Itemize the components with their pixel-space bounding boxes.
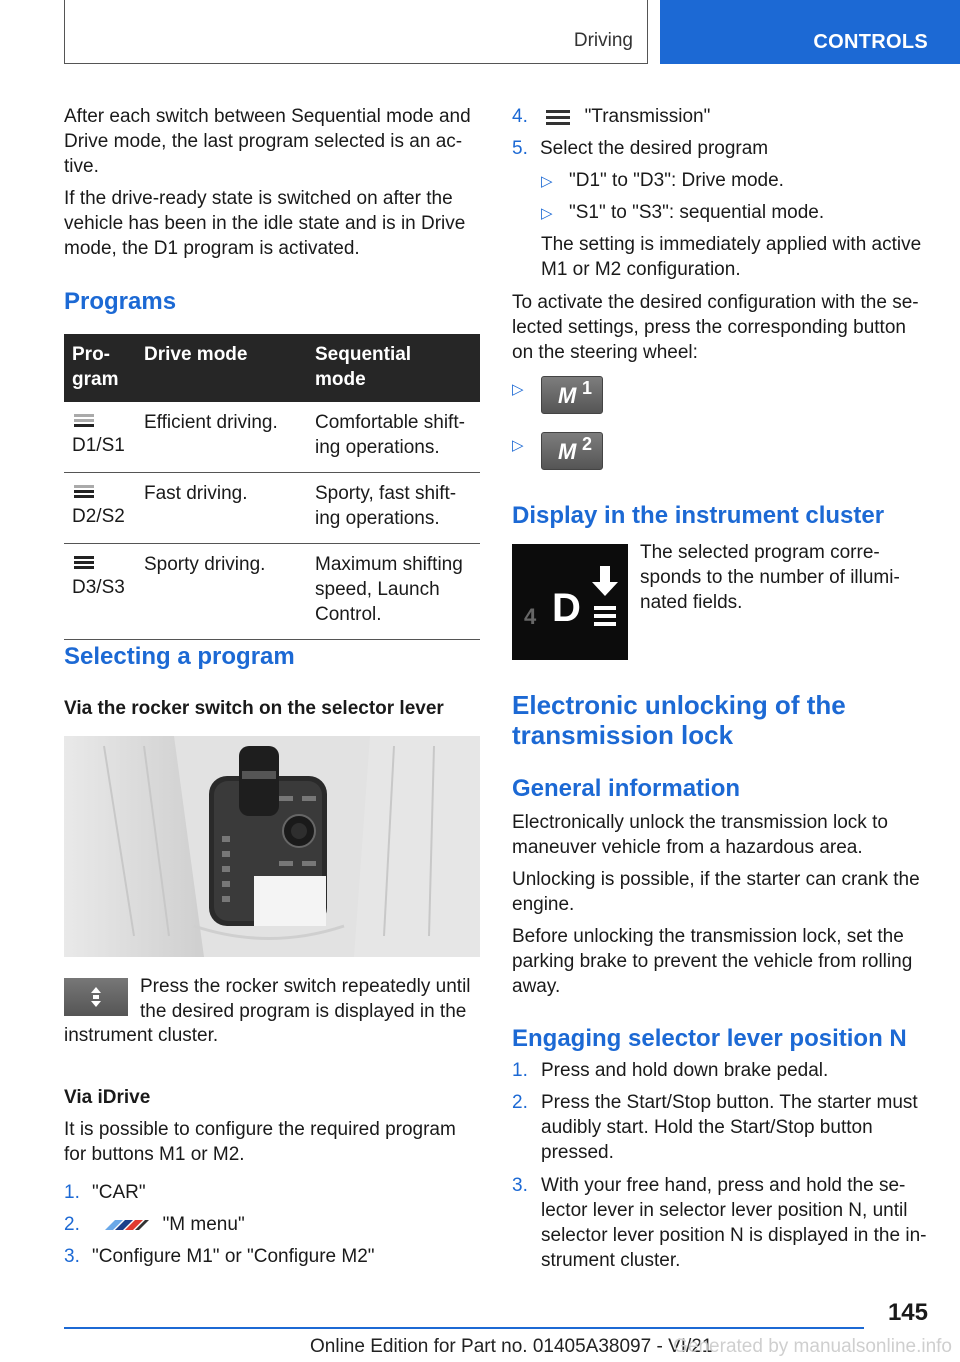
list-item <box>512 1058 942 1083</box>
program-cell: D2/S2 <box>64 473 136 544</box>
general-paragraph-2 <box>512 867 942 917</box>
watermark: Generated by manualsonline.info <box>673 1336 952 1357</box>
text-line: audibly start. Hold the Start/Stop button <box>541 1117 873 1138</box>
text-line: The selected program corre- <box>640 542 880 563</box>
rocker-text-last: instrument cluster. <box>64 1025 219 1046</box>
step-number: 2. <box>512 1092 528 1113</box>
text-line: If the drive-ready state is switched on after the <box>64 188 453 209</box>
drive-cell: Sporty driving. <box>136 544 307 640</box>
programs-heading: Programs <box>64 288 177 315</box>
chapter-title: CONTROLS <box>813 31 928 53</box>
text-line: sponds to the number of illumi- <box>640 567 900 588</box>
unlocking-heading: Electronic unlocking of the transmission lock <box>512 690 846 750</box>
triangle-bullet-icon: ▷ <box>512 381 524 398</box>
footer-divider <box>64 1327 864 1329</box>
drive-ready-paragraph <box>64 186 484 261</box>
triangle-bullet-icon: ▷ <box>541 205 553 222</box>
idrive-heading: Via iDrive <box>64 1087 151 1108</box>
instrument-cluster-image <box>512 544 628 660</box>
two-bar-program-icon <box>72 483 96 501</box>
step-text: "M menu" <box>162 1214 245 1235</box>
activate-paragraph <box>512 290 942 365</box>
column-header-sequential-mode: Sequential mode <box>307 334 480 402</box>
list-item <box>512 1090 942 1165</box>
list-item <box>512 1173 942 1273</box>
column-header-drive-mode: Drive mode <box>136 334 307 402</box>
table-row <box>64 402 480 473</box>
text-line: It is possible to configure the required program <box>64 1119 456 1140</box>
text-line: With your free hand, press and hold the se- <box>541 1175 906 1196</box>
text-line: mode, the D1 program is activated. <box>64 238 360 259</box>
list-item <box>64 1244 375 1269</box>
text-line: parking brake to prevent the vehicle from rolling <box>512 951 913 972</box>
m2-button-icon: M 2 <box>541 432 603 470</box>
three-bar-program-icon <box>72 554 96 572</box>
step-number: 5. <box>512 138 528 159</box>
page-number: 145 <box>887 1299 928 1326</box>
text-line: Unlocking is possible, if the starter can crank the <box>512 869 920 890</box>
text-line: the desired program is displayed in the <box>140 1001 467 1022</box>
list-item <box>512 104 710 129</box>
drive-cell: Efficient driving. <box>136 402 307 473</box>
idrive-paragraph <box>64 1117 484 1167</box>
column-header-program: Pro- gram <box>64 334 136 402</box>
text-line: engine. <box>512 894 575 915</box>
seq-cell: Maximum shifting speed, Launch Control. <box>307 544 480 640</box>
m-stripes-icon <box>103 1218 151 1232</box>
transmission-icon <box>545 108 571 126</box>
text-line: Press the rocker switch repeatedly until <box>140 976 471 997</box>
general-paragraph-3 <box>512 924 942 999</box>
general-paragraph-1 <box>512 810 942 860</box>
intro-paragraph <box>64 104 484 179</box>
bullet-text: "S1" to "S3": sequential mode. <box>569 202 825 223</box>
text-line: lector lever in selector lever position N, until <box>541 1200 908 1221</box>
one-bar-program-icon <box>72 412 96 430</box>
section-title: Driving <box>573 30 633 51</box>
text-line: Press the Start/Stop button. The starter must <box>541 1092 918 1113</box>
text-line: Electronically unlock the transmission lock to <box>512 812 888 833</box>
text-line: strument cluster. <box>541 1250 681 1271</box>
general-info-heading: General information <box>512 775 741 802</box>
text-line: on the steering wheel: <box>512 342 698 363</box>
display-heading: Display in the instrument cluster <box>512 502 885 529</box>
selecting-program-heading: Selecting a program <box>64 643 295 670</box>
step-number: 3. <box>512 1175 528 1196</box>
rocker-text-first <box>140 974 480 1024</box>
seq-cell: Sporty, fast shift- ing operations. <box>307 473 480 544</box>
text-line: away. <box>512 976 561 997</box>
triangle-bullet-icon: ▷ <box>541 173 553 190</box>
sub-bullet <box>541 168 784 194</box>
text-line: lected settings, press the corresponding button <box>512 317 906 338</box>
step-number: 4. <box>512 106 528 127</box>
selector-lever-photo <box>64 736 480 957</box>
m1-bullet <box>512 376 540 402</box>
text-line: Before unlocking the transmission lock, set the <box>512 926 904 947</box>
text-line: tive. <box>64 156 99 177</box>
center-console-illustration <box>64 736 480 957</box>
table-header-row <box>64 334 480 402</box>
text-line: for buttons M1 or M2. <box>64 1144 245 1165</box>
display-text <box>640 540 940 615</box>
programs-table <box>64 334 480 640</box>
program-cell: D3/S3 <box>64 544 136 640</box>
drive-cell: Fast driving. <box>136 473 307 544</box>
sub-bullet <box>541 200 824 226</box>
list-item <box>64 1212 245 1237</box>
chapter-tab[interactable] <box>660 0 960 64</box>
step-text: "Configure M1" or "Configure M2" <box>92 1246 375 1267</box>
text-line: The setting is immediately applied with active <box>541 234 922 255</box>
step-number: 3. <box>64 1246 80 1267</box>
text-line: selector lever position N is displayed in the in- <box>541 1225 927 1246</box>
bullet-text: "D1" to "D3": Drive mode. <box>569 170 784 191</box>
text-line: vehicle has been in the idle state and is in Drive <box>64 213 466 234</box>
text-line: Press and hold down brake pedal. <box>541 1060 829 1081</box>
triangle-bullet-icon: ▷ <box>512 437 524 454</box>
text-line: To activate the desired configuration with the se- <box>512 292 919 313</box>
text-line: M1 or M2 configuration. <box>541 259 741 280</box>
rocker-switch-icon <box>64 978 128 1016</box>
rocker-switch-heading: Via the rocker switch on the selector lever <box>64 698 444 719</box>
text-line: maneuver vehicle from a hazardous area. <box>512 837 863 858</box>
edition-text: Online Edition for Part no. 01405A38097 - VI/21 <box>310 1336 713 1357</box>
list-item <box>512 136 768 161</box>
program-cell: D1/S1 <box>64 402 136 473</box>
text-line: pressed. <box>541 1142 614 1163</box>
step-text: "Transmission" <box>584 106 711 127</box>
list-item <box>64 1180 146 1205</box>
step-number: 1. <box>512 1060 528 1081</box>
step-number: 2. <box>64 1214 80 1235</box>
text-line: nated fields. <box>640 592 743 613</box>
text-line: Drive mode, the last program selected is an ac- <box>64 131 463 152</box>
step-number: 1. <box>64 1182 80 1203</box>
table-row <box>64 473 480 544</box>
cluster-arrow-and-bars <box>590 564 620 644</box>
m1-button-icon: M 1 <box>541 376 603 414</box>
step-text: "CAR" <box>92 1182 146 1203</box>
text-line: After each switch between Sequential mode and <box>64 106 471 127</box>
cluster-gear: D <box>552 586 581 630</box>
step-text: Select the desired program <box>540 138 769 159</box>
seq-cell: Comfortable shift- ing operations. <box>307 402 480 473</box>
table-row <box>64 544 480 640</box>
setting-note <box>541 232 941 282</box>
engaging-heading: Engaging selector lever position N <box>512 1025 907 1052</box>
header-box <box>64 0 648 64</box>
cluster-number: 4 <box>524 604 537 629</box>
m2-bullet <box>512 432 540 458</box>
